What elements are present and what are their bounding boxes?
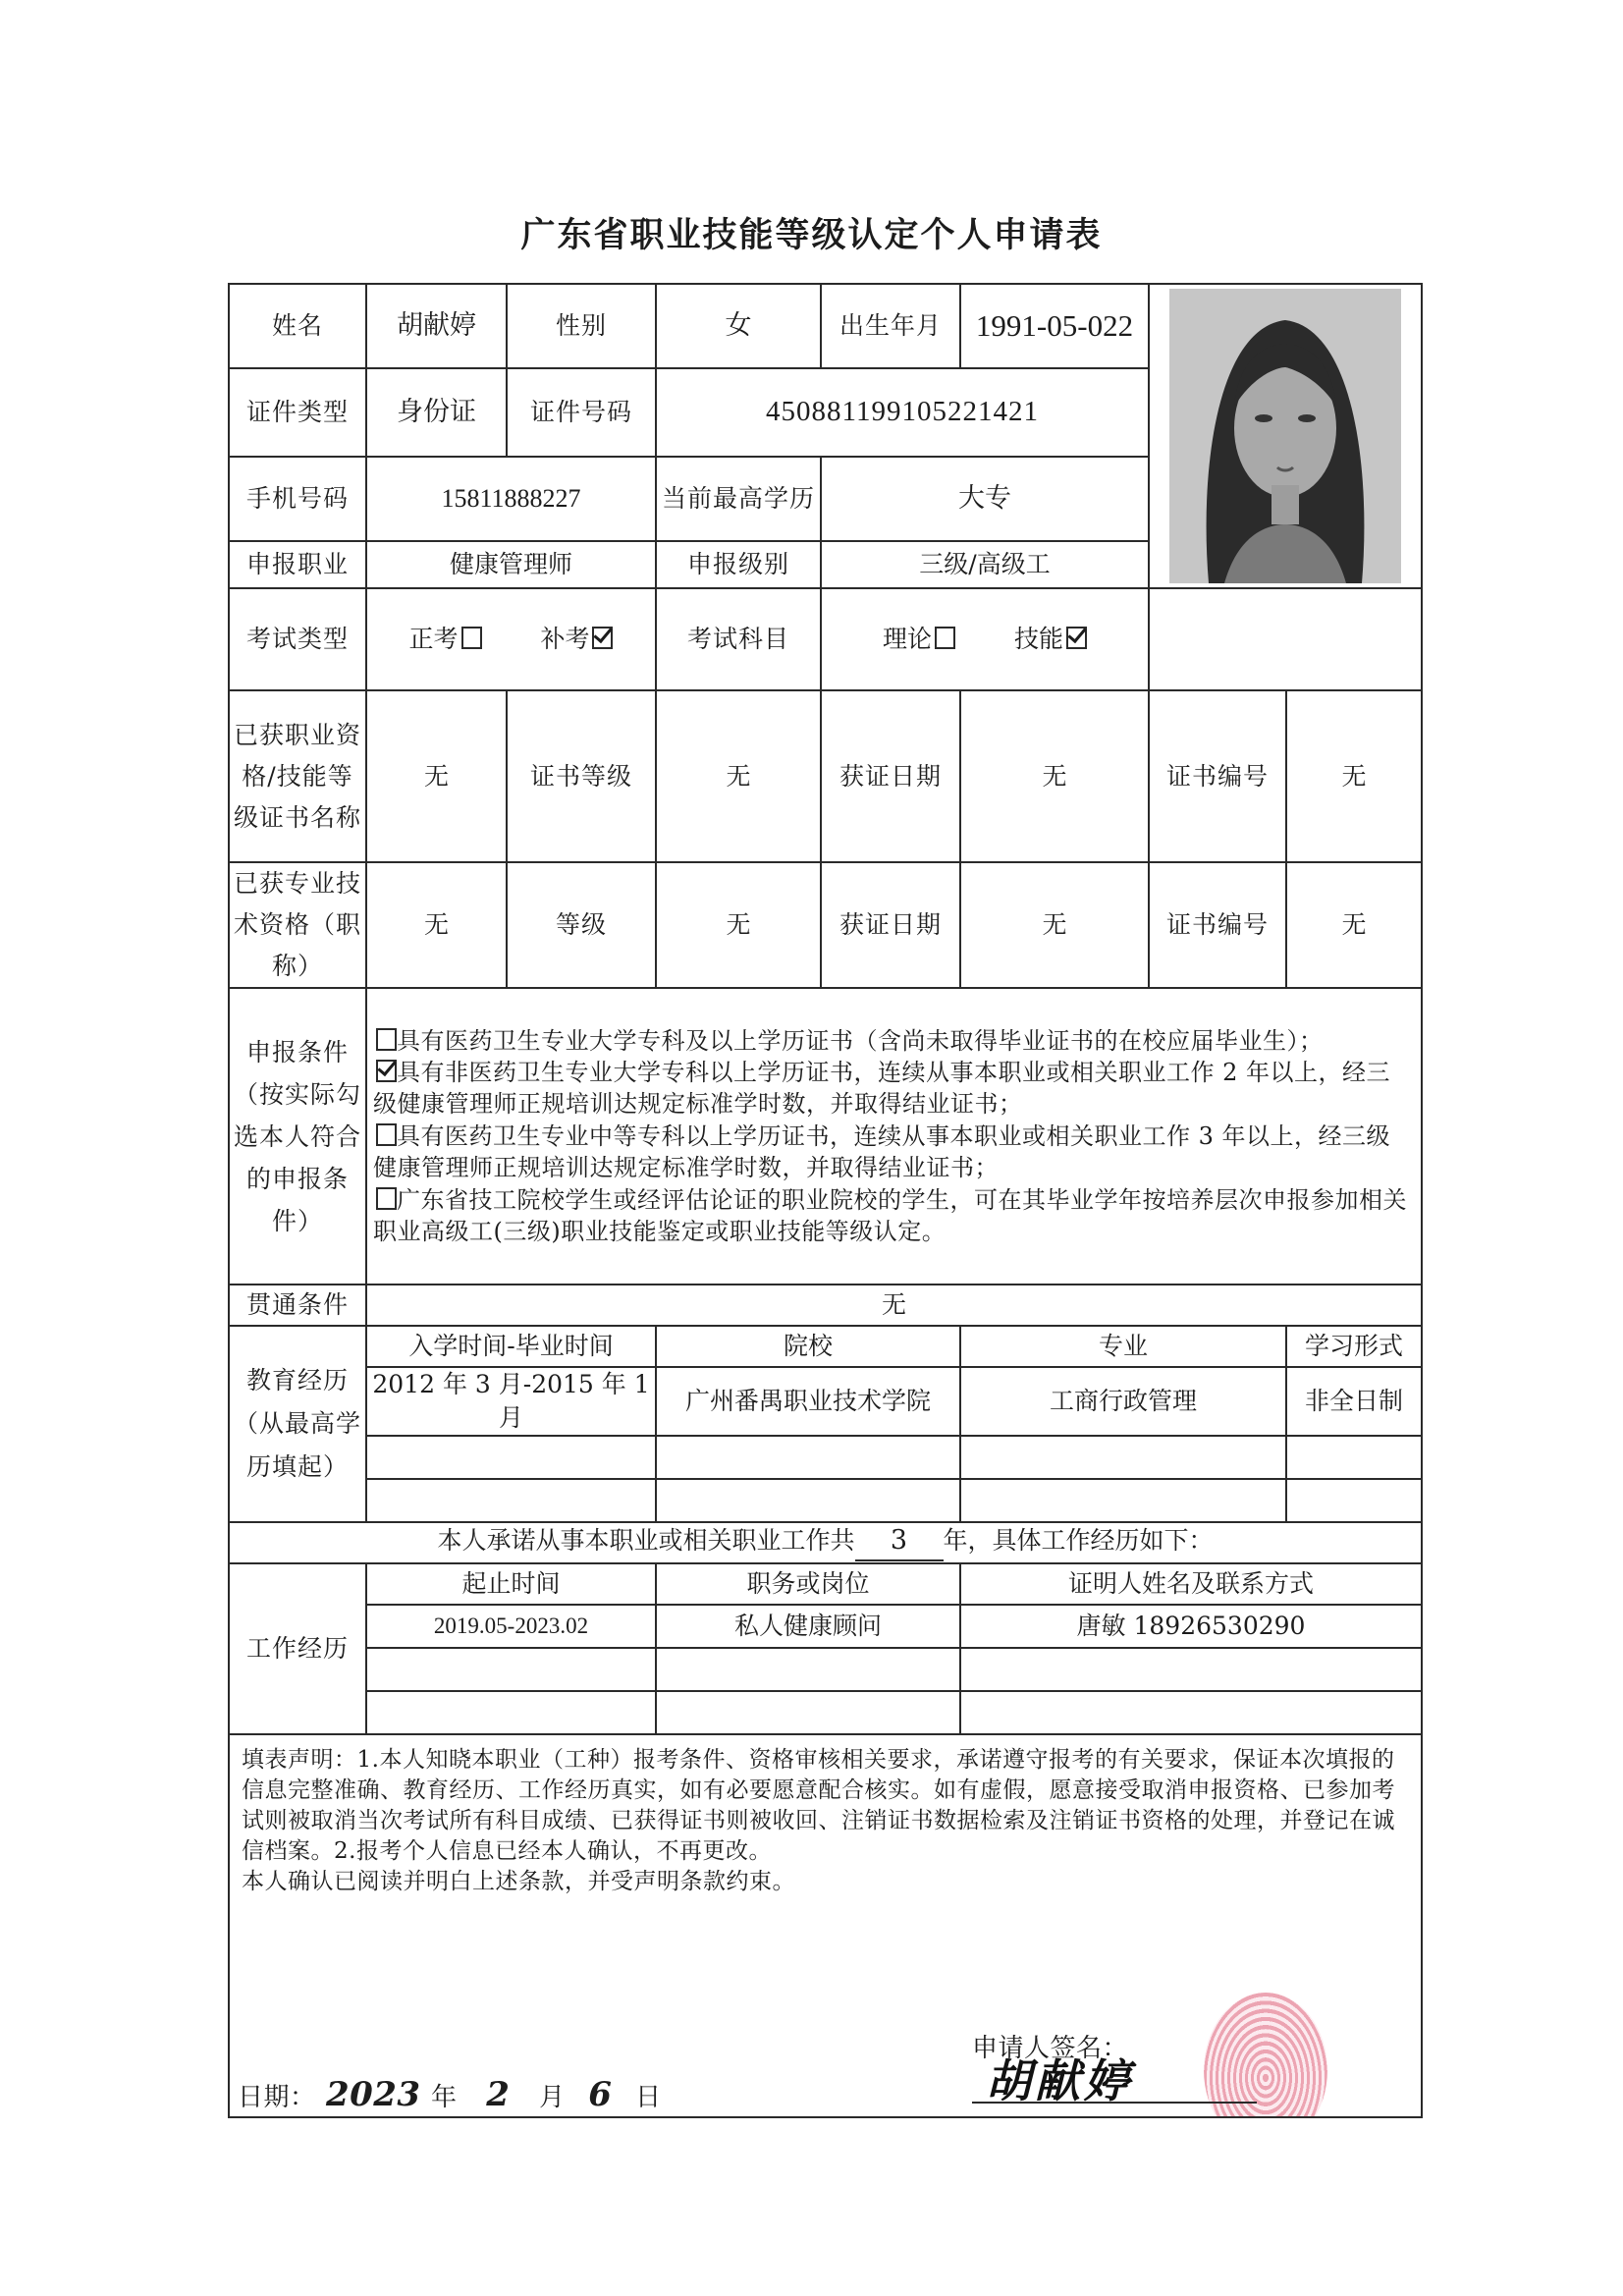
- edu-major: 工商行政管理: [960, 1367, 1286, 1436]
- work-row: [229, 1605, 1422, 1648]
- qualification-date: 无: [960, 690, 1149, 862]
- exam-subject-label: 考试科目: [656, 588, 821, 690]
- phone-label: 手机号码: [229, 457, 366, 541]
- condition-2-checkbox[interactable]: [376, 1060, 397, 1082]
- declaration-confirm: 本人确认已阅读并明白上述条款，并受声明条款约束。: [242, 1868, 795, 1894]
- condition-item[interactable]: 具有医药卫生专业大学专科及以上学历证书（含尚未取得毕业证书的在校应届毕业生）；: [373, 1025, 1409, 1057]
- signature-row: [972, 2032, 1421, 2107]
- work-history-label: 工作经历: [229, 1563, 366, 1734]
- title-date-label: 获证日期: [821, 862, 960, 988]
- through-label: 贯通条件: [229, 1285, 366, 1326]
- edu-school: [656, 1479, 960, 1522]
- work-row: [229, 1648, 1422, 1691]
- work-header-reference: 证明人姓名及联系方式: [960, 1563, 1422, 1605]
- date-row: [238, 2073, 662, 2117]
- title-level-label: 等级: [507, 862, 656, 988]
- work-row: [229, 1691, 1422, 1734]
- qualification-number-label: 证书编号: [1149, 690, 1286, 862]
- title-number-label: 证书编号: [1149, 862, 1286, 988]
- education-row: [229, 1436, 1422, 1479]
- edu-school: [656, 1436, 960, 1479]
- qualification-label: 已获职业资格/技能等级证书名称: [229, 690, 366, 862]
- edu-period: [366, 1436, 656, 1479]
- qualification-name: 无: [366, 690, 507, 862]
- edu-header-school: 院校: [656, 1326, 960, 1367]
- work-position: [656, 1691, 960, 1734]
- edu-header-mode: 学习形式: [1286, 1326, 1422, 1367]
- condition-item[interactable]: 广东省技工院校学生或经评估论证的职业院校的学生，可在其毕业学年按培养层次申报参加相关职业高级工(三级)职业技能鉴定或职业技能等级认定。: [373, 1185, 1407, 1245]
- qualification-level: 无: [656, 690, 821, 862]
- exam-theory-option[interactable]: 理论: [883, 623, 955, 656]
- exam-subject-options: [821, 588, 1149, 690]
- date-label: 日期：: [238, 2082, 316, 2112]
- level-label: 申报级别: [656, 541, 821, 588]
- date-month[interactable]: 2: [465, 2073, 530, 2117]
- edu-header-major: 专业: [960, 1326, 1286, 1367]
- declaration-cell: [229, 1734, 1422, 2117]
- exam-skill-checkbox[interactable]: [1066, 627, 1087, 649]
- edu-header-period: 入学时间-毕业时间: [366, 1326, 656, 1367]
- work-period: [366, 1691, 656, 1734]
- edu-period: 2012 年 3 月-2015 年 1 月: [366, 1367, 656, 1436]
- qualification-date-label: 获证日期: [821, 690, 960, 862]
- name-value: 胡献婷: [366, 284, 507, 368]
- date-year[interactable]: 2023: [324, 2073, 422, 2117]
- exam-makeup-option[interactable]: 补考: [540, 623, 613, 656]
- conditions-list: [366, 988, 1422, 1285]
- edu-period: [366, 1479, 656, 1522]
- exam-makeup-checkbox[interactable]: [592, 627, 613, 649]
- application-form: [228, 283, 1423, 2118]
- work-period: [366, 1648, 656, 1691]
- qualification-level-label: 证书等级: [507, 690, 656, 862]
- birth-label: 出生年月: [821, 284, 960, 368]
- birth-value: 1991-05-022: [960, 284, 1149, 368]
- education-value: 大专: [821, 457, 1149, 541]
- exam-regular-option[interactable]: 正考: [409, 623, 482, 656]
- date-day[interactable]: 6: [573, 2073, 626, 2117]
- work-years-value: 3: [855, 1523, 944, 1560]
- occupation-value: 健康管理师: [366, 541, 656, 588]
- title-level: 无: [656, 862, 821, 988]
- title-number: 无: [1286, 862, 1422, 988]
- condition-1-checkbox[interactable]: [376, 1028, 397, 1051]
- edu-school: 广州番禺职业技术学院: [656, 1367, 960, 1436]
- title-date: 无: [960, 862, 1149, 988]
- photo-cell: [1149, 284, 1422, 588]
- edu-mode: [1286, 1436, 1422, 1479]
- edu-mode: 非全日制: [1286, 1367, 1422, 1436]
- condition-item[interactable]: 具有医药卫生专业中等专科以上学历证书，连续从事本职业或相关职业工作 3 年以上，经三级健康管理师正规培训达规定标准学时数，并取得结业证书；: [373, 1121, 1391, 1182]
- exam-theory-checkbox[interactable]: [935, 627, 955, 649]
- signature-field[interactable]: [972, 2053, 1257, 2107]
- work-commitment: 本人承诺从事本职业或相关职业工作共 3 年，具体工作经历如下：: [229, 1522, 1422, 1563]
- level-value: 三级/高级工: [821, 541, 1149, 588]
- work-position: [656, 1648, 960, 1691]
- handwritten-signature: 胡献婷: [986, 2053, 1133, 2107]
- title-qualification-label: 已获专业技术资格（职称）: [229, 862, 366, 988]
- gender-label: 性别: [507, 284, 656, 368]
- work-reference: [960, 1648, 1422, 1691]
- conditions-label: 申报条件（按实际勾选本人符合的申报条件）: [229, 988, 366, 1285]
- gender-value: 女: [656, 284, 821, 368]
- condition-item[interactable]: 具有非医药卫生专业大学专科以上学历证书，连续从事本职业或相关职业工作 2 年以上，经三级健康管理师正规培训达规定标准学时数，并取得结业证书；: [373, 1059, 1391, 1119]
- name-label: 姓名: [229, 284, 366, 368]
- exam-type-label: 考试类型: [229, 588, 366, 690]
- work-header-period: 起止时间: [366, 1563, 656, 1605]
- photo-bottom-blank: [1149, 588, 1422, 690]
- id-type-label: 证件类型: [229, 368, 366, 457]
- through-value: 无: [366, 1285, 1422, 1326]
- month-unit: 月: [539, 2082, 566, 2112]
- education-history-label: 教育经历（从最高学历填起）: [229, 1326, 366, 1522]
- phone-value: 15811888227: [366, 457, 656, 541]
- condition-4-checkbox[interactable]: [376, 1187, 397, 1210]
- education-row: [229, 1367, 1422, 1436]
- id-type-value: 身份证: [366, 368, 507, 457]
- condition-3-checkbox[interactable]: [376, 1123, 397, 1146]
- exam-skill-option[interactable]: 技能: [1014, 623, 1087, 656]
- declaration-text: 填表声明：1.本人知晓本职业（工种）报考条件、资格审核相关要求，承诺遵守报考的有关要求，保证本次填报的信息完整准确、教育经历、工作经历真实，如有必要愿意配合核实。如有虚假，愿意接受取消申报资格、已参加考试则被取消当次考试所有科目成绩、已获得证书则被收回、注销证书数据检索及注销证书资格的处理，并登记在诚信档案。2.报考个人信息已经本人确认，不再更改。: [242, 1746, 1395, 1864]
- edu-major: [960, 1436, 1286, 1479]
- id-number-value: 450881199105221421: [656, 368, 1149, 457]
- id-number-label: 证件号码: [507, 368, 656, 457]
- year-unit: 年: [431, 2082, 458, 2112]
- education-row: [229, 1479, 1422, 1522]
- edu-major: [960, 1479, 1286, 1522]
- title-qualification-name: 无: [366, 862, 507, 988]
- edu-mode: [1286, 1479, 1422, 1522]
- exam-type-options: [366, 588, 656, 690]
- exam-regular-checkbox[interactable]: [461, 627, 482, 649]
- work-period: 2019.05-2023.02: [366, 1605, 656, 1648]
- work-reference: 唐敏 18926530290: [960, 1605, 1422, 1648]
- signature-label: 申请人签名：: [972, 2033, 1129, 2063]
- work-position: 私人健康顾问: [656, 1605, 960, 1648]
- work-reference: [960, 1691, 1422, 1734]
- education-label: 当前最高学历: [656, 457, 821, 541]
- qualification-number: 无: [1286, 690, 1422, 862]
- occupation-label: 申报职业: [229, 541, 366, 588]
- applicant-photo: [1169, 289, 1401, 583]
- page-title: 广东省职业技能等级认定个人申请表: [520, 215, 1103, 255]
- work-header-position: 职务或岗位: [656, 1563, 960, 1605]
- day-unit: 日: [635, 2082, 662, 2112]
